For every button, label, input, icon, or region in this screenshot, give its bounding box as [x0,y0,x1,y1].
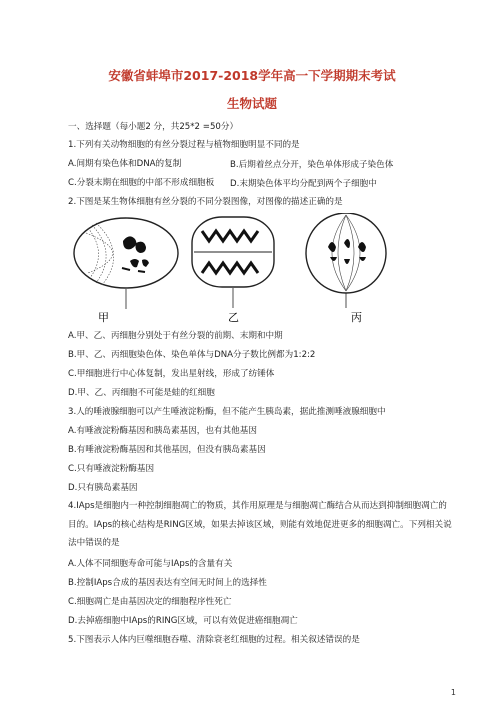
q3-stem: 3.人的唾液腺细胞可以产生唾液淀粉酶，但不能产生胰岛素，据此推测唾液腺细胞中 [68,407,386,417]
q4-option-b: B.控制IAps合成的基因表达有空间无时间上的选择性 [68,578,267,588]
page-number: 1 [450,688,456,697]
cell-yi [192,217,274,308]
fig-label-bing: 丙 [351,311,362,324]
q4-stem: 4.IAps是细胞内一种控制细胞凋亡的物质，其作用原理是与细胞凋亡酶结合从而达到抑制细胞凋亡的目的。IAps的核心结构是RING区域，如果去掉该区域，则能有效地促进更多的细胞凋亡。下列相关说法中错误的是 [68,501,452,548]
q4-option-a: A.人体不同细胞寿命可能与IAps的含量有关 [68,559,233,569]
q2-option-c: C.甲细胞进行中心体复制，发出星射线，形成了纺锤体 [68,369,275,379]
q1-option-b: B.后期着丝点分开，染色单体形成子染色体 [230,160,394,170]
q1-option-a: A.间期有染色体和DNA的复制 [68,159,182,169]
q5-stem: 5.下图表示人体内巨噬细胞吞噬、清除衰老红细胞的过程。相关叙述错误的是 [68,635,360,645]
q2-stem: 2.下图是某生物体细胞有丝分裂的不同分裂图像，对图像的描述正确的是 [68,197,343,207]
q1-option-d: D.末期染色体平均分配到两个子细胞中 [230,179,377,189]
mitosis-figure [68,213,404,325]
q2-option-b: B.甲、乙、丙细胞染色体、染色单体与DNA分子数比例都为1:2:2 [68,350,316,360]
q3-option-a: A.有唾液淀粉酶基因和胰岛素基因，也有其他基因 [68,426,257,436]
q1-stem: 1.下列有关动物细胞的有丝分裂过程与植物细胞明显不同的是 [68,140,300,150]
cell-bing [306,213,386,308]
fig-label-yi: 乙 [228,311,239,324]
q3-option-d: D.只有胰岛素基因 [68,483,138,493]
q4-option-c: C.细胞凋亡是由基因决定的细胞程序性死亡 [68,597,232,607]
q3-option-b: B.有唾液淀粉酶基因和其他基因，但没有胰岛素基因 [68,445,266,455]
q3-option-c: C.只有唾液淀粉酶基因 [68,464,155,474]
q2-option-a: A.甲、乙、丙细胞分别处于有丝分裂的前期、末期和中期 [68,331,283,341]
q2-option-d: D.甲、乙、丙细胞不可能是蛙的红细胞 [68,388,215,398]
exam-subtitle: 生物试题 [226,96,277,111]
fig-label-jia: 甲 [98,311,109,324]
section-heading: 一、选择题（每小题2 分，共25*2 =50分） [68,122,239,132]
q4-option-d: D.去掉癌细胞中IAps的RING区域，可以有效促进癌细胞凋亡 [68,616,298,626]
cell-jia [74,218,178,288]
q1-option-c: C.分裂末期在细胞的中部不形成细胞板 [68,178,215,188]
exam-title: 安徽省蚌埠市2017-2018学年高一下学期期末考试 [108,68,396,83]
